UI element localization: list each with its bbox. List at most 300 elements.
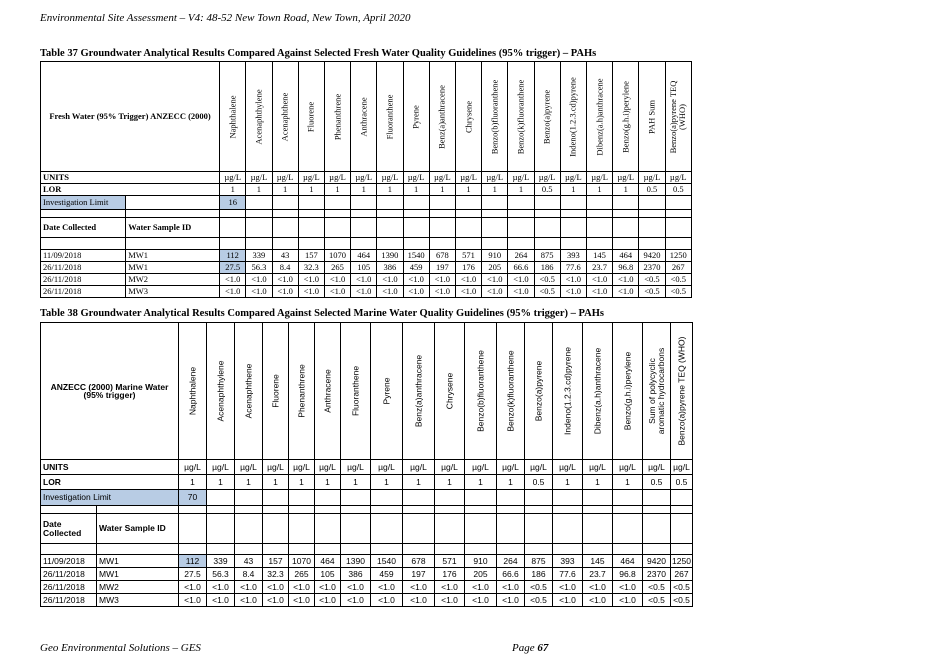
table-cell: <1.0 xyxy=(560,274,586,286)
table-cell: <1.0 xyxy=(586,274,612,286)
analyte-label: Anthracene xyxy=(322,369,333,413)
table-cell: <1.0 xyxy=(235,594,263,607)
table-cell: 386 xyxy=(377,262,403,274)
table-cell: 112 xyxy=(179,555,207,568)
table-cell: <1.0 xyxy=(179,594,207,607)
table-cell: <1.0 xyxy=(246,274,272,286)
analyte-header xyxy=(497,323,525,460)
table-row xyxy=(41,568,693,581)
lor-cell: 1 xyxy=(560,184,586,196)
investigation-limit-value: 16 xyxy=(220,196,246,210)
table-cell: <1.0 xyxy=(246,286,272,298)
analyte-label: Benz(a)anthracene xyxy=(413,354,424,428)
table-row xyxy=(41,262,692,274)
table-cell: 105 xyxy=(351,262,377,274)
analyte-header xyxy=(639,62,665,172)
unit-cell: µg/L xyxy=(435,460,465,475)
table-row xyxy=(41,274,692,286)
analyte-header xyxy=(235,323,263,460)
analyte-header xyxy=(403,62,429,172)
table-row xyxy=(41,250,692,262)
table-cell: 145 xyxy=(586,250,612,262)
table-cell: 26/11/2018 xyxy=(41,568,97,581)
analyte-label: Acenaphthylene xyxy=(253,88,264,145)
table-cell: <0.5 xyxy=(671,581,693,594)
table-cell: <1.0 xyxy=(377,274,403,286)
table-cell: 145 xyxy=(583,555,613,568)
lor-label: LOR xyxy=(41,475,179,490)
analyte-label: Benzo(k)fluoranthene xyxy=(505,350,516,432)
table-cell: 678 xyxy=(403,555,435,568)
lor-cell: 0.5 xyxy=(525,475,553,490)
table-cell: <1.0 xyxy=(272,274,298,286)
unit-cell: µg/L xyxy=(341,460,371,475)
table-cell: <0.5 xyxy=(534,274,560,286)
analyte-header xyxy=(665,62,691,172)
table-cell: <1.0 xyxy=(583,594,613,607)
unit-cell: µg/L xyxy=(508,172,534,184)
analyte-header xyxy=(220,62,246,172)
table-cell: 96.8 xyxy=(613,262,639,274)
table-cell: 11/09/2018 xyxy=(41,250,126,262)
analyte-label: Dibenz(a.h)anthracene xyxy=(594,77,605,156)
unit-cell: µg/L xyxy=(272,172,298,184)
table-cell: 197 xyxy=(403,568,435,581)
table-cell: 176 xyxy=(455,262,481,274)
table-cell: <1.0 xyxy=(377,286,403,298)
table-cell: 1070 xyxy=(324,250,350,262)
analyte-header xyxy=(351,62,377,172)
unit-cell: µg/L xyxy=(671,460,693,475)
table-cell: 1250 xyxy=(672,555,691,566)
analyte-header xyxy=(429,62,455,172)
lor-cell: 1 xyxy=(403,184,429,196)
lor-cell: 1 xyxy=(289,475,315,490)
table-cell: <0.5 xyxy=(665,286,691,298)
table-cell: 264 xyxy=(497,555,525,568)
table-cell: 112 xyxy=(220,250,246,262)
table-cell: <1.0 xyxy=(263,581,289,594)
analyte-label: Benzo(g.h.i)perylene xyxy=(620,80,631,153)
lor-cell: 1 xyxy=(263,475,289,490)
unit-cell: µg/L xyxy=(246,172,272,184)
table-cell: <1.0 xyxy=(613,581,643,594)
table-cell: <1.0 xyxy=(179,581,207,594)
page-number: 67 xyxy=(537,642,549,654)
table-cell: <0.5 xyxy=(643,594,671,607)
analyte-header xyxy=(377,62,403,172)
unit-cell: µg/L xyxy=(560,172,586,184)
table-cell: <1.0 xyxy=(508,274,534,286)
analyte-label: Benzo(a)pyrene xyxy=(533,360,544,422)
table-cell: 1390 xyxy=(341,555,371,568)
table-38-caption: Table 38 Groundwater Analytical Results Compared Against Selected Marine Water Quality Guidelines (95% trigger) – PAHs xyxy=(40,308,604,319)
analyte-label: Anthracene xyxy=(358,96,369,137)
analyte-header xyxy=(671,323,693,460)
table-cell: <0.5 xyxy=(643,581,671,594)
table-cell: 23.7 xyxy=(583,568,613,581)
table-cell: 571 xyxy=(455,250,481,262)
table-cell: <1.0 xyxy=(553,594,583,607)
analyte-header xyxy=(246,62,272,172)
table-cell: 26/11/2018 xyxy=(41,286,126,298)
unit-cell: µg/L xyxy=(553,460,583,475)
table-cell: 56.3 xyxy=(207,568,235,581)
table-cell: MW3 xyxy=(97,594,179,607)
table-cell: 8.4 xyxy=(272,262,298,274)
table-cell: 2370 xyxy=(643,568,671,581)
table-cell: 32.3 xyxy=(263,568,289,581)
table-cell: 910 xyxy=(465,555,497,568)
analyte-label: Phenanthrene xyxy=(332,93,343,140)
table-cell: 157 xyxy=(263,555,289,568)
lor-cell: 0.5 xyxy=(534,184,560,196)
unit-cell: µg/L xyxy=(465,460,497,475)
analyte-label: Acenaphthene xyxy=(279,92,290,141)
analyte-label: Pyrene xyxy=(381,377,392,405)
table-cell: <1.0 xyxy=(435,594,465,607)
analyte-label: Benz(a)anthracene xyxy=(436,84,447,149)
table-cell: 267 xyxy=(671,568,693,581)
unit-cell: µg/L xyxy=(482,172,508,184)
table-cell: <1.0 xyxy=(482,274,508,286)
table-cell: 267 xyxy=(665,262,691,274)
units-label: UNITS xyxy=(41,172,220,184)
table-cell: <1.0 xyxy=(298,286,324,298)
analyte-label: Benzo(b)fluoranthene xyxy=(475,350,486,432)
table-cell: 43 xyxy=(235,555,263,568)
table-cell: <0.5 xyxy=(665,274,691,286)
table-cell: 1070 xyxy=(289,555,315,568)
table-cell: 27.5 xyxy=(220,262,246,274)
table-cell: 9420 xyxy=(643,555,671,568)
unit-cell: µg/L xyxy=(263,460,289,475)
table-cell: <1.0 xyxy=(560,286,586,298)
analyte-header xyxy=(207,323,235,460)
page-label: Page xyxy=(512,642,535,654)
lor-cell: 1 xyxy=(586,184,612,196)
table-cell: 176 xyxy=(435,568,465,581)
analyte-label: Fluoranthene xyxy=(350,365,361,417)
table-cell: 464 xyxy=(315,555,341,568)
analyte-label: PAH Sum xyxy=(646,99,657,134)
lor-cell: 1 xyxy=(553,475,583,490)
table-cell: 875 xyxy=(525,555,553,568)
lor-cell: 1 xyxy=(508,184,534,196)
unit-cell: µg/L xyxy=(207,460,235,475)
table-cell: <1.0 xyxy=(289,594,315,607)
page-header: Environmental Site Assessment – V4: 48-52 New Town Road, New Town, April 2020 xyxy=(40,12,411,24)
table-cell: 205 xyxy=(482,262,508,274)
analyte-header xyxy=(403,323,435,460)
unit-cell: µg/L xyxy=(497,460,525,475)
table-cell: 66.6 xyxy=(508,262,534,274)
table-37 xyxy=(40,61,692,298)
table-cell: <1.0 xyxy=(235,581,263,594)
unit-cell: µg/L xyxy=(403,460,435,475)
lor-cell: 1 xyxy=(497,475,525,490)
date-collected-header: Date Collected xyxy=(41,514,97,544)
table-cell: 96.8 xyxy=(613,568,643,581)
table-cell: <1.0 xyxy=(429,274,455,286)
table-cell: <1.0 xyxy=(341,581,371,594)
analyte-header xyxy=(272,62,298,172)
table-cell: <0.5 xyxy=(639,286,665,298)
table-row xyxy=(41,555,693,568)
table-cell: 875 xyxy=(534,250,560,262)
table-cell: 23.7 xyxy=(586,262,612,274)
table-cell: 464 xyxy=(613,250,639,262)
sample-id-header: Water Sample ID xyxy=(126,218,220,238)
unit-cell: µg/L xyxy=(429,172,455,184)
table-37-caption: Table 37 Groundwater Analytical Results Compared Against Selected Fresh Water Quality Guidelines (95% trigger) – PAHs xyxy=(40,48,597,59)
unit-cell: µg/L xyxy=(583,460,613,475)
table-cell: <1.0 xyxy=(497,581,525,594)
table-cell: <1.0 xyxy=(207,594,235,607)
analyte-label: Fluorene xyxy=(305,101,316,132)
lor-cell: 1 xyxy=(435,475,465,490)
lor-cell: 1 xyxy=(298,184,324,196)
table-cell: MW2 xyxy=(97,581,179,594)
table-cell: <1.0 xyxy=(429,286,455,298)
analyte-header xyxy=(179,323,207,460)
analyte-label: Acenaphthylene xyxy=(215,360,226,422)
unit-cell: µg/L xyxy=(315,460,341,475)
analyte-header xyxy=(560,62,586,172)
table-cell: <0.5 xyxy=(525,594,553,607)
table-cell: 27.5 xyxy=(179,568,207,581)
table-cell: <1.0 xyxy=(324,274,350,286)
table-cell: 205 xyxy=(465,568,497,581)
investigation-limit-label: Investigation Limit xyxy=(41,196,126,210)
table-cell: 9420 xyxy=(639,250,665,262)
analyte-label: Fluorene xyxy=(270,374,281,408)
unit-cell: µg/L xyxy=(613,172,639,184)
table-cell: <0.5 xyxy=(671,594,693,607)
unit-cell: µg/L xyxy=(639,172,665,184)
analyte-header xyxy=(525,323,553,460)
unit-cell: µg/L xyxy=(179,460,207,475)
analyte-header xyxy=(553,323,583,460)
table-cell: <1.0 xyxy=(403,274,429,286)
table-cell: <0.5 xyxy=(639,274,665,286)
analyte-header xyxy=(315,323,341,460)
lor-cell: 0.5 xyxy=(671,475,693,490)
lor-cell: 1 xyxy=(583,475,613,490)
table-cell: <1.0 xyxy=(324,286,350,298)
table-cell: <1.0 xyxy=(220,274,246,286)
table-cell: 11/09/2018 xyxy=(41,555,97,568)
lor-label: LOR xyxy=(41,184,220,196)
lor-cell: 1 xyxy=(482,184,508,196)
unit-cell: µg/L xyxy=(525,460,553,475)
analyte-header xyxy=(613,62,639,172)
investigation-limit-value: 70 xyxy=(179,490,207,506)
analyte-label: Naphthalene xyxy=(187,366,198,416)
analyte-label: Benzo(g.h.i)perylene xyxy=(622,351,633,431)
analyte-label: Benzo(k)fluoranthene xyxy=(515,79,526,154)
table-cell: 77.6 xyxy=(553,568,583,581)
table-cell: <1.0 xyxy=(207,581,235,594)
unit-cell: µg/L xyxy=(613,460,643,475)
analyte-header xyxy=(289,323,315,460)
table-cell: <1.0 xyxy=(508,286,534,298)
table-cell: 265 xyxy=(289,568,315,581)
lor-cell: 1 xyxy=(246,184,272,196)
unit-cell: µg/L xyxy=(298,172,324,184)
table-cell: <1.0 xyxy=(298,274,324,286)
lor-cell: 1 xyxy=(315,475,341,490)
lor-cell: 1 xyxy=(403,475,435,490)
analyte-header xyxy=(341,323,371,460)
table-cell: MW1 xyxy=(126,250,220,262)
table-cell: <1.0 xyxy=(351,286,377,298)
lor-cell: 1 xyxy=(324,184,350,196)
table-cell: 571 xyxy=(435,555,465,568)
analyte-label: Benzo(a)pyrene TEQ (WHO) xyxy=(668,80,688,153)
analyte-label: Dibenz(a.h)anthracene xyxy=(592,347,603,435)
table-cell: <1.0 xyxy=(315,581,341,594)
analyte-header xyxy=(298,62,324,172)
unit-cell: µg/L xyxy=(235,460,263,475)
lor-cell: 1 xyxy=(465,475,497,490)
table-cell: 393 xyxy=(560,250,586,262)
analyte-label: Sum of polycyclic aromatic hydrocarbons xyxy=(646,347,666,435)
lor-cell: 1 xyxy=(613,184,639,196)
table-cell: MW1 xyxy=(126,262,220,274)
table-cell: 464 xyxy=(613,555,643,568)
table-cell: 26/11/2018 xyxy=(41,581,97,594)
analyte-label: Pyrene xyxy=(410,104,421,129)
table-cell: 32.3 xyxy=(298,262,324,274)
analyte-header xyxy=(263,323,289,460)
analyte-header xyxy=(643,323,671,460)
table-cell: <1.0 xyxy=(289,581,315,594)
analyte-header xyxy=(465,323,497,460)
table-cell: <1.0 xyxy=(371,594,403,607)
analyte-header xyxy=(583,323,613,460)
table-cell: 66.6 xyxy=(497,568,525,581)
lor-cell: 1 xyxy=(272,184,298,196)
analyte-header xyxy=(482,62,508,172)
table-cell: 459 xyxy=(371,568,403,581)
table-cell: 197 xyxy=(429,262,455,274)
table-cell: 157 xyxy=(298,250,324,262)
table-cell: 26/11/2018 xyxy=(41,594,97,607)
table-cell: 77.6 xyxy=(560,262,586,274)
table-cell: <1.0 xyxy=(403,594,435,607)
table-cell: <1.0 xyxy=(465,581,497,594)
unit-cell: µg/L xyxy=(403,172,429,184)
analyte-header xyxy=(435,323,465,460)
unit-cell: µg/L xyxy=(455,172,481,184)
table-cell: 186 xyxy=(525,568,553,581)
lor-cell: 1 xyxy=(341,475,371,490)
table-cell: 1250 xyxy=(665,250,691,262)
table-cell: <1.0 xyxy=(482,286,508,298)
table-cell: <0.5 xyxy=(534,286,560,298)
unit-cell: µg/L xyxy=(324,172,350,184)
unit-cell: µg/L xyxy=(289,460,315,475)
sample-id-header: Water Sample ID xyxy=(97,514,179,544)
table-row xyxy=(41,594,693,607)
table-cell: 678 xyxy=(429,250,455,262)
lor-cell: 1 xyxy=(429,184,455,196)
table-cell: <1.0 xyxy=(613,594,643,607)
table-cell: <1.0 xyxy=(465,594,497,607)
table-cell: <1.0 xyxy=(613,274,639,286)
table-cell: <1.0 xyxy=(455,286,481,298)
table-cell: 2370 xyxy=(639,262,665,274)
table-cell: 386 xyxy=(341,568,371,581)
guideline-title: ANZECC (2000) Marine Water (95% trigger) xyxy=(41,323,179,460)
analyte-header xyxy=(455,62,481,172)
analyte-label: Benzo(b)fluoranthene xyxy=(489,79,500,154)
table-cell: 910 xyxy=(482,250,508,262)
table-cell: <1.0 xyxy=(583,581,613,594)
lor-cell: 1 xyxy=(613,475,643,490)
footer-company: Geo Environmental Solutions – GES xyxy=(40,642,201,654)
table-cell: <1.0 xyxy=(586,286,612,298)
empty-cell xyxy=(126,196,220,210)
analyte-header xyxy=(586,62,612,172)
table-cell: 393 xyxy=(553,555,583,568)
analyte-label: Indeno(1.2.3.cd)pyrene xyxy=(562,347,573,435)
analyte-label: Chrysene xyxy=(444,372,455,410)
table-cell: 1390 xyxy=(377,250,403,262)
analyte-label: Indeno(1.2.3.cd)pyrene xyxy=(567,76,578,157)
analyte-label: Chrysene xyxy=(463,100,474,133)
analyte-header xyxy=(324,62,350,172)
lor-cell: 1 xyxy=(371,475,403,490)
table-cell: 56.3 xyxy=(246,262,272,274)
table-cell: 459 xyxy=(403,262,429,274)
unit-cell: µg/L xyxy=(643,460,671,475)
lor-cell: 0.5 xyxy=(639,184,665,196)
lor-cell: 0.5 xyxy=(665,184,691,196)
unit-cell: µg/L xyxy=(586,172,612,184)
guideline-title: Fresh Water (95% Trigger) ANZECC (2000) xyxy=(41,62,220,172)
table-cell: 265 xyxy=(324,262,350,274)
table-cell: 339 xyxy=(246,250,272,262)
table-cell: 264 xyxy=(508,250,534,262)
table-cell: <1.0 xyxy=(613,286,639,298)
unit-cell: µg/L xyxy=(220,172,246,184)
table-cell: <0.5 xyxy=(525,581,553,594)
table-cell: <1.0 xyxy=(341,594,371,607)
table-cell: <1.0 xyxy=(553,581,583,594)
unit-cell: µg/L xyxy=(371,460,403,475)
table-cell: 105 xyxy=(315,568,341,581)
table-cell: 26/11/2018 xyxy=(41,274,126,286)
table-cell: <1.0 xyxy=(220,286,246,298)
table-cell: MW1 xyxy=(97,568,179,581)
table-cell: 43 xyxy=(272,250,298,262)
lor-cell: 1 xyxy=(207,475,235,490)
table-row xyxy=(41,286,692,298)
unit-cell: µg/L xyxy=(377,172,403,184)
table-cell: MW2 xyxy=(126,274,220,286)
table-cell: 464 xyxy=(351,250,377,262)
lor-cell: 1 xyxy=(377,184,403,196)
table-cell: <1.0 xyxy=(263,594,289,607)
table-cell: MW1 xyxy=(97,555,179,568)
lor-cell: 1 xyxy=(235,475,263,490)
table-cell: <1.0 xyxy=(403,286,429,298)
unit-cell: µg/L xyxy=(665,172,691,184)
investigation-limit-label: Investigation Limit xyxy=(41,490,179,506)
table-cell: <1.0 xyxy=(272,286,298,298)
